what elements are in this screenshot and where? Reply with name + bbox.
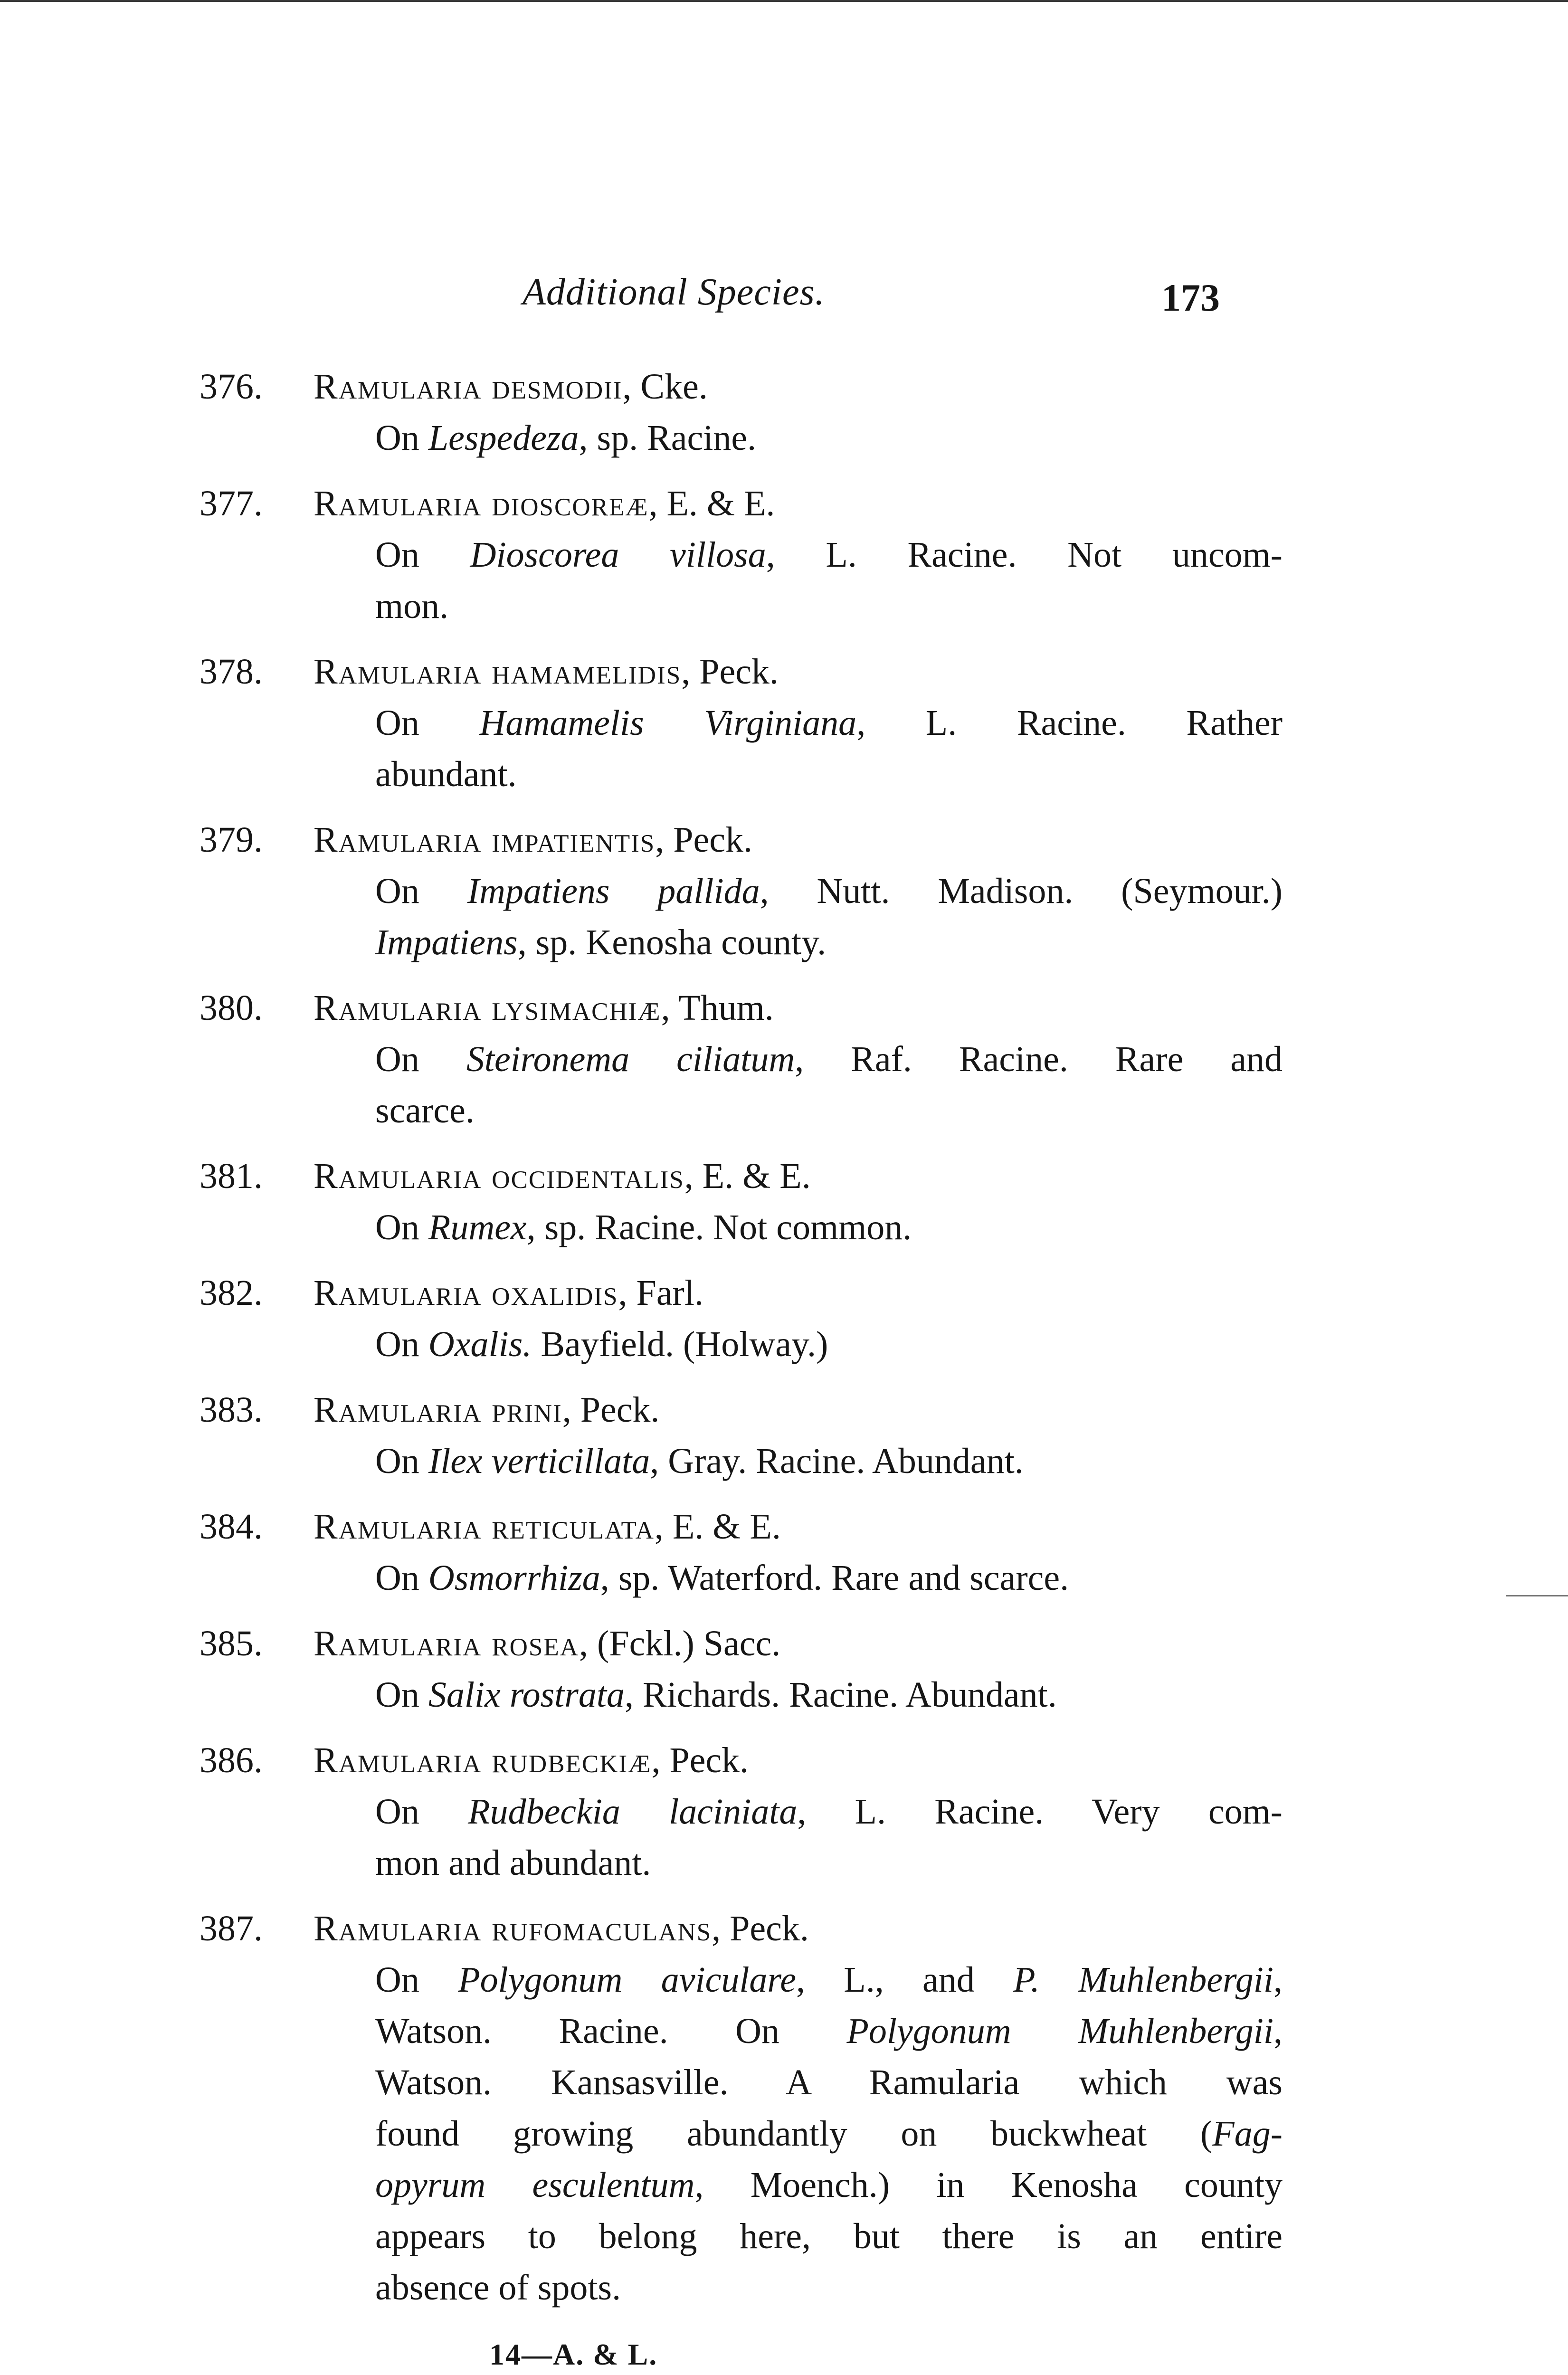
species-authority: , E. & E. (648, 484, 775, 523)
entry-heading (200, 1384, 1283, 1435)
description-text: , Raf. Racine. Rare and (795, 1039, 1283, 1079)
host-taxon: Polygonum Muhlenbergii (846, 2011, 1273, 2051)
species-entry (200, 1384, 1283, 1487)
entry-number: 382. (200, 1273, 263, 1313)
description-text: , L. Racine. Rather (856, 703, 1283, 743)
host-taxon: Lespedeza (428, 418, 579, 458)
entry-description (200, 865, 1283, 968)
entry-description (200, 1669, 1283, 1720)
description-text: On (375, 1441, 428, 1481)
description-line (375, 580, 1283, 632)
entry-description (200, 1202, 1283, 1253)
description-text: On (375, 1207, 428, 1247)
description-line (375, 1669, 1283, 1720)
entry-description (200, 1319, 1283, 1370)
description-line (375, 1202, 1283, 1253)
description-text: On (375, 535, 470, 575)
entry-number: 379. (200, 820, 263, 860)
species-name: Ramularia rudbeckiæ (314, 1740, 652, 1780)
description-line (375, 412, 1283, 464)
entry-description (200, 529, 1283, 632)
entry-heading (200, 1903, 1283, 1954)
description-text: , (1273, 1960, 1283, 2000)
entry-title (314, 1735, 749, 1786)
entry-description (200, 1552, 1283, 1604)
host-taxon: Polygonum aviculare (458, 1960, 796, 2000)
host-taxon: Oxalis. (428, 1324, 532, 1364)
species-authority: , Thum. (661, 988, 774, 1028)
species-entry (200, 814, 1283, 968)
description-line (375, 749, 1283, 800)
host-taxon: P. Muhlenbergii (1013, 1960, 1273, 2000)
description-line (375, 697, 1283, 749)
species-name: Ramularia occidentalis (314, 1156, 684, 1196)
description-text: scarce. (375, 1091, 475, 1130)
running-head: Additional Species. (523, 271, 825, 313)
entry-title (314, 361, 708, 412)
species-entry (200, 646, 1283, 800)
description-line (375, 865, 1283, 917)
description-text: Watson. Racine. On (375, 2011, 847, 2051)
description-text: , sp. Racine. (579, 418, 757, 458)
description-text: On (375, 1792, 468, 1832)
description-text: abundant. (375, 754, 517, 794)
description-line (375, 1034, 1283, 1085)
entry-description (200, 1786, 1283, 1889)
description-line (375, 2057, 1283, 2108)
entry-description (200, 1435, 1283, 1487)
species-name: Ramularia lysimachiæ (314, 988, 661, 1028)
species-authority: , Cke. (622, 367, 708, 407)
species-name: Ramularia impatientis (314, 820, 656, 860)
species-name: Ramularia rosea (314, 1624, 580, 1663)
entry-title (314, 1903, 809, 1954)
species-list (200, 361, 1283, 2328)
entry-heading (200, 1267, 1283, 1319)
description-line (375, 1954, 1283, 2005)
description-text: On (375, 1675, 428, 1715)
description-text: On (375, 418, 428, 458)
entry-heading (200, 646, 1283, 697)
description-text: , sp. Racine. Not common. (526, 1207, 912, 1247)
description-line (375, 1319, 1283, 1370)
description-line (375, 1085, 1283, 1136)
species-authority: , Peck. (651, 1740, 749, 1780)
entry-heading (200, 1618, 1283, 1669)
description-text: On (375, 1558, 428, 1598)
description-line (375, 1552, 1283, 1604)
signature-mark: 14—A. & L. (489, 2337, 658, 2371)
description-text: Watson. Kansasville. A Ramularia which was (375, 2062, 1283, 2102)
entry-heading (200, 1501, 1283, 1552)
scan-edge-top (0, 0, 1568, 7)
host-taxon: Steironema ciliatum (466, 1039, 795, 1079)
margin-rule (1506, 1595, 1568, 1596)
entry-description (200, 697, 1283, 800)
description-text: found growing abundantly on buckwheat ( (375, 2114, 1213, 2154)
description-line (375, 2262, 1283, 2313)
description-text: On (375, 1039, 466, 1079)
host-taxon: Rumex (428, 1207, 527, 1247)
entry-number: 376. (200, 367, 263, 407)
entry-title (314, 1501, 781, 1552)
species-authority: , (Fckl.) Sacc. (579, 1624, 781, 1663)
description-line (375, 2159, 1283, 2211)
description-text: , L. Racine. Very com- (797, 1792, 1283, 1832)
species-name: Ramularia dioscoreæ (314, 484, 649, 523)
host-taxon: Fag- (1212, 2114, 1283, 2154)
species-name: Ramularia desmodii (314, 367, 623, 407)
description-line (375, 529, 1283, 580)
description-text: , L., and (796, 1960, 1014, 2000)
species-name: Ramularia oxalidis (314, 1273, 618, 1313)
species-name: Ramularia rufomaculans (314, 1909, 712, 1948)
entry-title (314, 982, 774, 1034)
entry-title (314, 646, 779, 697)
host-taxon: Hamamelis Virginiana (479, 703, 857, 743)
species-authority: , Peck. (712, 1909, 809, 1948)
entry-heading (200, 1735, 1283, 1786)
entry-heading (200, 478, 1283, 529)
species-authority: , Peck. (562, 1390, 660, 1430)
entry-number: 384. (200, 1507, 263, 1547)
species-authority: , Peck. (655, 820, 752, 860)
host-taxon: opyrum esculentum (375, 2165, 695, 2205)
entry-description (200, 1034, 1283, 1136)
species-entry (200, 1618, 1283, 1720)
description-text: , L. Racine. Not uncom- (766, 535, 1283, 575)
entry-heading (200, 1150, 1283, 1202)
entry-description (200, 412, 1283, 464)
description-line (375, 1837, 1283, 1889)
entry-title (314, 1618, 780, 1669)
entry-description (200, 1954, 1283, 2313)
description-text: On (375, 1960, 458, 2000)
host-taxon: Impatiens pallida (467, 871, 760, 911)
description-text: , sp. Waterford. Rare and scarce. (600, 1558, 1069, 1598)
species-name: Ramularia reticulata (314, 1507, 655, 1547)
entry-number: 377. (200, 484, 263, 523)
description-text: , Nutt. Madison. (Seymour.) (760, 871, 1283, 911)
entry-title (314, 1150, 811, 1202)
entry-number: 380. (200, 988, 263, 1028)
description-text: On (375, 871, 467, 911)
description-text: appears to belong here, but there is an entire (375, 2216, 1283, 2256)
description-text: Bayfield. (Holway.) (532, 1324, 828, 1364)
entry-title (314, 1267, 703, 1319)
description-text: absence of spots. (375, 2268, 621, 2308)
species-entry (200, 1735, 1283, 1889)
species-entry (200, 1150, 1283, 1253)
host-taxon: Dioscorea villosa (470, 535, 766, 575)
host-taxon: Salix rostrata (428, 1675, 625, 1715)
entry-number: 378. (200, 652, 263, 692)
entry-number: 386. (200, 1740, 263, 1780)
species-name: Ramularia prini (314, 1390, 562, 1430)
entry-title (314, 478, 775, 529)
description-text: , Moench.) in Kenosha county (694, 2165, 1283, 2205)
species-authority: , Farl. (618, 1273, 703, 1313)
species-entry (200, 478, 1283, 632)
description-line (375, 2005, 1283, 2057)
host-taxon: Impatiens (375, 922, 518, 962)
description-text: , (1273, 2011, 1283, 2051)
description-text: On (375, 1324, 428, 1364)
species-entry (200, 1267, 1283, 1370)
description-line (375, 1786, 1283, 1837)
description-text: mon and abundant. (375, 1843, 651, 1883)
entry-heading (200, 361, 1283, 412)
entry-number: 387. (200, 1909, 263, 1948)
host-taxon: Osmorrhiza (428, 1558, 600, 1598)
host-taxon: Ilex verticillata (428, 1441, 650, 1481)
species-entry (200, 361, 1283, 464)
entry-number: 385. (200, 1624, 263, 1663)
description-line (375, 917, 1283, 968)
entry-title (314, 1384, 659, 1435)
description-text: , Gray. Racine. Abundant. (650, 1441, 1024, 1481)
host-taxon: Rudbeckia laciniata (468, 1792, 798, 1832)
entry-number: 383. (200, 1390, 263, 1430)
species-name: Ramularia hamamelidis (314, 652, 682, 692)
description-line (375, 1435, 1283, 1487)
species-authority: , E. & E. (654, 1507, 781, 1547)
entry-heading (200, 982, 1283, 1034)
description-text: mon. (375, 586, 449, 626)
entry-number: 381. (200, 1156, 263, 1196)
description-line (375, 2108, 1283, 2159)
description-text: , Richards. Racine. Abundant. (625, 1675, 1057, 1715)
page-number: 173 (1161, 276, 1220, 319)
species-authority: , Peck. (681, 652, 779, 692)
entry-title (314, 814, 752, 865)
species-entry (200, 1501, 1283, 1604)
description-text: , sp. Kenosha county. (517, 922, 827, 962)
entry-heading (200, 814, 1283, 865)
species-authority: , E. & E. (684, 1156, 811, 1196)
description-text: On (375, 703, 480, 743)
description-line (375, 2211, 1283, 2262)
species-entry (200, 982, 1283, 1136)
species-entry (200, 1903, 1283, 2313)
